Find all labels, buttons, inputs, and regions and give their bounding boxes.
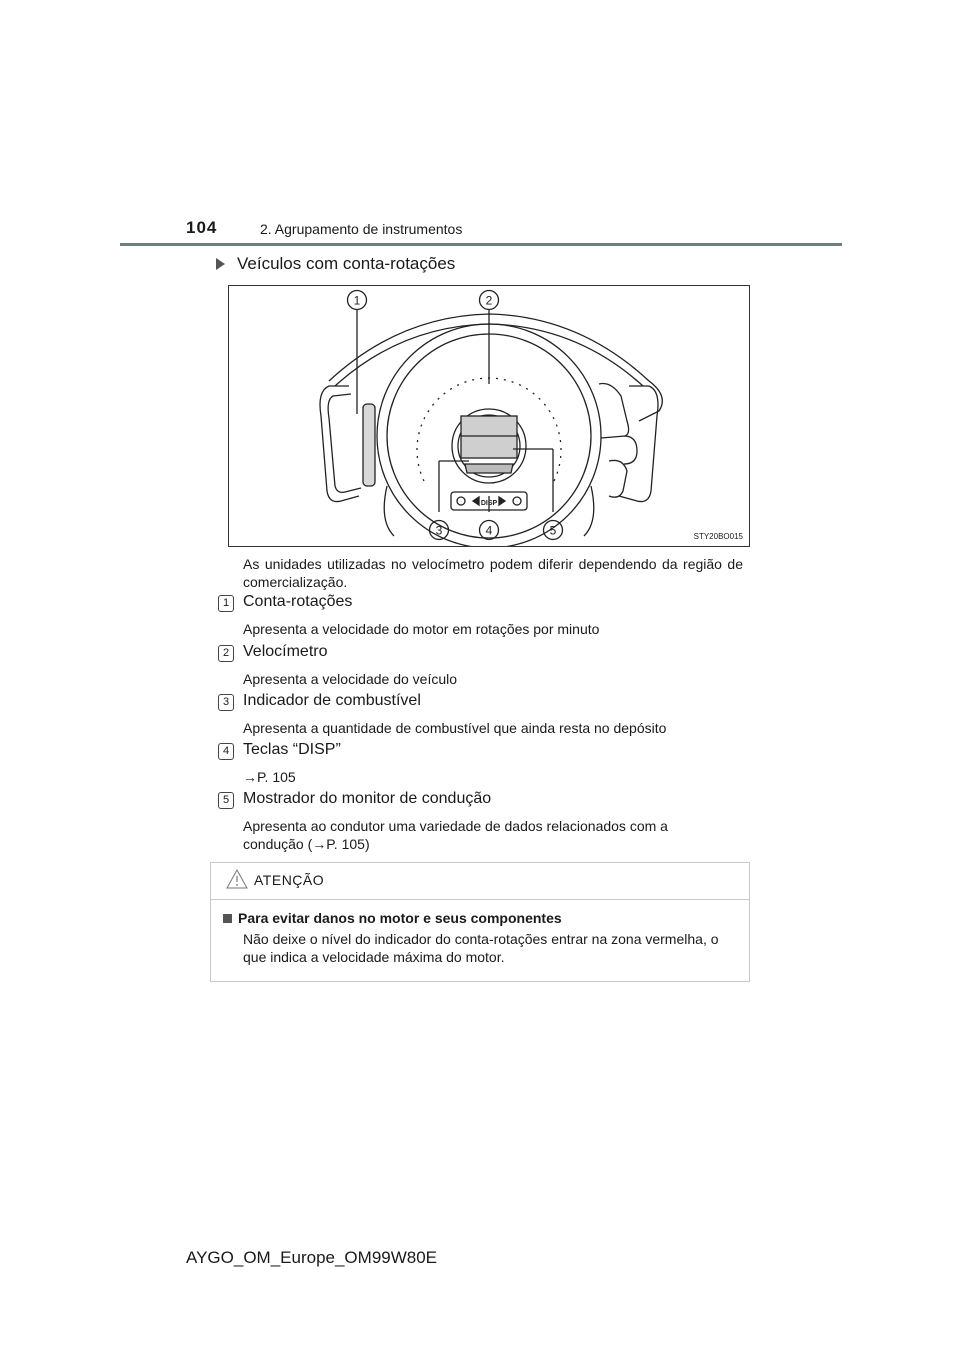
item-number-badge: 1 [218, 595, 234, 612]
page-reference-link[interactable]: →P. 105 [243, 769, 296, 785]
warning-header [211, 863, 749, 900]
callout-1: 1 [353, 293, 361, 308]
footer-document-code: AYGO_OM_Europe_OM99W80E [186, 1248, 438, 1267]
callout-4: 4 [485, 523, 493, 538]
units-note: As unidades utilizadas no velocímetro podem diferir dependendo da região de comercialização. [243, 556, 743, 590]
warning-text: Não deixe o nível do indicador do conta-rotações entrar na zona vermelha, o que indica a velocidade máxima do motor. [243, 931, 719, 965]
disp-label: DISP [480, 500, 498, 507]
warning-subheading-text: Para evitar danos no motor e seus componentes [238, 910, 562, 926]
item-number-badge: 3 [218, 694, 234, 711]
item-title: Teclas “DISP” [243, 741, 341, 758]
vehicle-heading-text: Veículos com conta-rotações [237, 254, 456, 273]
item-title: Conta-rotações [243, 593, 353, 610]
item-description: Apresenta ao condutor uma variedade de dados relacionados com a condução (→P. 105) [243, 818, 668, 852]
item-number-badge: 5 [218, 792, 234, 809]
warning-subheading [223, 910, 562, 926]
item-description: Apresenta a velocidade do motor em rotações por minuto [243, 621, 600, 637]
instrument-cluster-figure [228, 285, 750, 547]
header-rule [120, 243, 842, 246]
callout-3: 3 [435, 523, 443, 538]
warning-triangle-icon [226, 869, 248, 889]
instrument-cluster-illustration [229, 286, 749, 546]
warning-title: ATENÇÃO [254, 872, 325, 888]
item-number-badge: 4 [218, 743, 234, 760]
callout-2: 2 [485, 293, 493, 308]
item-description: Apresenta a velocidade do veículo [243, 671, 458, 687]
section-title: 2. Agrupamento de instrumentos [260, 221, 463, 237]
item-description: Apresenta a quantidade de combustível que ainda resta no depósito [243, 720, 667, 736]
item-title: Mostrador do monitor de condução [243, 790, 492, 807]
triangle-bullet-icon [216, 258, 225, 270]
square-bullet-icon [223, 914, 232, 923]
item-number-badge: 2 [218, 645, 234, 662]
callout-5: 5 [549, 523, 557, 538]
item-title: Indicador de combustível [243, 692, 421, 709]
item-title: Velocímetro [243, 643, 328, 660]
vehicle-heading [216, 254, 455, 274]
page-number: 104 [186, 218, 218, 237]
figure-code: STY20BO015 [693, 532, 743, 541]
warning-box [210, 862, 750, 982]
